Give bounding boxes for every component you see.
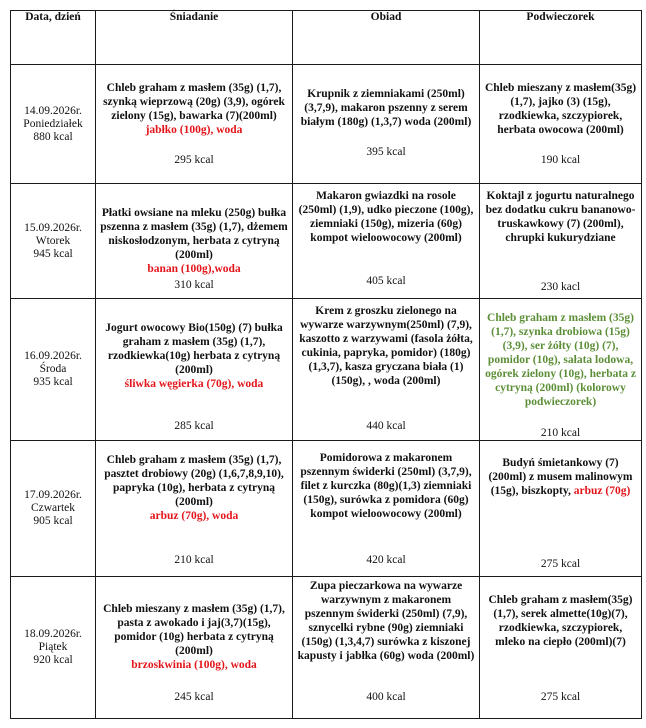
- breakfast-extra: brzoskwinia (100g), woda: [131, 659, 257, 671]
- breakfast-text: Chleb graham z masłem (35g) (1,7), szynką wieprzową (20g) (3,9), ogórek zielony (15g), bawarka (7)(200ml): [103, 82, 285, 122]
- lunch-cell: [293, 184, 480, 299]
- day-cell: [11, 577, 96, 719]
- breakfast-text: Chleb mieszany z masłem (35g) (1,7), pasta z awokado i jaj(3,7)(15g), pomidor (10g) herbata z cytryną (200ml): [103, 603, 285, 657]
- day-kcal: 945 kcal: [33, 247, 73, 260]
- day-date: 15.09.2026r.: [24, 221, 82, 234]
- snack-text: Chleb graham z masłem(35g) (1,7), serek almette(10g)(7), rzodkiewka, szczypiorek, mleko na ciepło (200ml)(7): [488, 594, 633, 648]
- day-name: Czwartek: [30, 502, 76, 514]
- breakfast-kcal: 285 kcal: [174, 420, 214, 432]
- lunch-kcal: 400 kcal: [366, 691, 406, 703]
- breakfast-kcal: 245 kcal: [174, 691, 214, 703]
- snack-kcal: 275 kcal: [540, 691, 581, 703]
- snack-cell: [480, 65, 642, 184]
- header-snack: Podwieczorek: [480, 11, 642, 65]
- lunch-kcal: 395 kcal: [366, 146, 406, 158]
- snack-cell: [480, 577, 642, 719]
- meal-plan-table: [10, 10, 642, 719]
- snack-cell: [480, 441, 642, 577]
- breakfast-extra: banan (100g),woda: [147, 263, 241, 275]
- header-date-day: Data, dzień: [11, 11, 96, 65]
- lunch-cell: [293, 299, 480, 441]
- lunch-kcal: 440 kcal: [366, 420, 406, 432]
- snack-text: Chleb graham z masłem (35g) (1,7), szynka drobiowa (15g) (3,9), ser żółty (10g) (7), pomidor (10g), sałata lodowa, ogórek zielony (10g), herbata z cytryną (200ml) (kolorowy podwieczorek): [485, 312, 636, 408]
- table-row: [11, 577, 642, 719]
- breakfast-cell: [96, 577, 293, 719]
- day-date: 14.09.2026r.: [24, 104, 82, 117]
- day-cell: [11, 65, 96, 184]
- day-date: 16.09.2026r.: [24, 350, 82, 362]
- day-date: 17.09.2026r.: [24, 489, 82, 501]
- snack-cell: [480, 299, 642, 441]
- day-cell: [11, 441, 96, 577]
- day-name: Piątek: [38, 641, 68, 653]
- breakfast-cell: [96, 441, 293, 577]
- snack-text: Koktajl z jogurtu naturalnego bez dodatku cukru bananowo-truskawkowy (7) (200ml), chrupki kukurydziane: [485, 190, 636, 244]
- lunch-kcal: 405 kcal: [366, 275, 406, 287]
- snack-kcal: 210 kcal: [540, 427, 581, 439]
- breakfast-extra: śliwka węgierka (70g), woda: [124, 378, 264, 390]
- table-row: [11, 441, 642, 577]
- snack-kcal: 275 kcal: [540, 558, 581, 570]
- table-header-row: [11, 11, 642, 65]
- breakfast-cell: [96, 299, 293, 441]
- breakfast-text: Chleb graham z masłem (35g) (1,7), pasztet drobiowy (20g) (1,6,7,8,9,10), papryka (10g), herbata z cytryną (200ml): [104, 454, 284, 508]
- day-date: 18.09.2026r.: [24, 628, 82, 640]
- snack-kcal: 230 kacl: [540, 281, 581, 293]
- snack-kcal: 190 kcal: [540, 154, 581, 166]
- lunch-kcal: 420 kcal: [366, 554, 406, 566]
- header-breakfast: Śniadanie: [96, 11, 293, 65]
- breakfast-extra: arbuz (70g), woda: [149, 510, 239, 522]
- lunch-text: Zupa pieczarkowa na wywarze warzywnym z makaronem pszennym świderki (250ml) (7,9), sznycelki rybne (90g) ziemniaki (150g) (1,3,4,7) surówka z kiszonej kapusty i jabłka (60g) woda (200ml): [297, 580, 475, 662]
- breakfast-kcal: 295 kcal: [174, 154, 214, 166]
- day-kcal: 935 kcal: [33, 376, 73, 388]
- lunch-cell: [293, 577, 480, 719]
- day-kcal: 880 kcal: [33, 130, 73, 143]
- day-cell: [11, 299, 96, 441]
- table-row: [11, 184, 642, 299]
- lunch-text: Makaron gwiazdki na rosole (250ml) (1,9), udko pieczone (100g), ziemniaki (150g), mizeria (60g) kompot wieloowocowy (200ml): [298, 190, 474, 244]
- lunch-text: Krem z groszku zielonego na wywarze warzywnym(250ml) (7,9), kaszotto z warzywami (fasola żółta, cukinia, papryka, pomidor) (180g) (1,3,7), kasza gryczana biała (1) (150g), , woda (200ml): [299, 305, 473, 387]
- lunch-text: Krupnik z ziemniakami (250ml) (3,7,9), makaron pszenny z serem białym (180g) (1,3,7) woda (200ml): [300, 88, 472, 128]
- table-row: [11, 299, 642, 441]
- day-kcal: 905 kcal: [33, 515, 73, 527]
- lunch-text: Pomidorowa z makaronem pszennym świderki (250ml) (3,7,9), filet z kurczka (80g)(1,3) ziemniaki (150g), surówka z pomidora (60g) kompot wieloowocowy (200ml): [300, 452, 472, 520]
- snack-text: Budyń śmietankowy (7) (200ml) z musem malinowym (15g), biszkopty,: [488, 457, 633, 497]
- breakfast-extra: jabłko (100g), woda: [145, 124, 243, 136]
- snack-cell: [480, 184, 642, 299]
- breakfast-kcal: 310 kcal: [174, 279, 214, 291]
- day-name: Środa: [39, 363, 67, 375]
- header-lunch: Obiad: [293, 11, 480, 65]
- breakfast-cell: [96, 65, 293, 184]
- snack-extra: arbuz (70g): [573, 485, 631, 497]
- breakfast-cell: [96, 184, 293, 299]
- lunch-cell: [293, 65, 480, 184]
- day-name: Wtorek: [35, 234, 71, 247]
- table-row: [11, 65, 642, 184]
- day-name: Poniedziałek: [23, 117, 83, 130]
- breakfast-text: Jogurt owocowy Bio(150g) (7) bułka graham z masłem (35g) (1,7), rzodkiewka(10g) herbata z cytryną (200ml): [105, 322, 283, 376]
- breakfast-kcal: 210 kcal: [174, 554, 214, 566]
- lunch-cell: [293, 441, 480, 577]
- breakfast-text: Płatki owsiane na mleku (250g) bułka pszenna z masłem (35g) (1,7), dżemem niskosłodzonym, herbata z cytryną (200ml): [100, 207, 288, 261]
- day-kcal: 920 kcal: [33, 654, 73, 666]
- day-cell: [11, 184, 96, 299]
- snack-text: Chleb mieszany z masłem(35g) (1,7), jajko (3) (15g), rzodkiewka, szczypiorek, herbata owocowa (200ml): [484, 82, 637, 136]
